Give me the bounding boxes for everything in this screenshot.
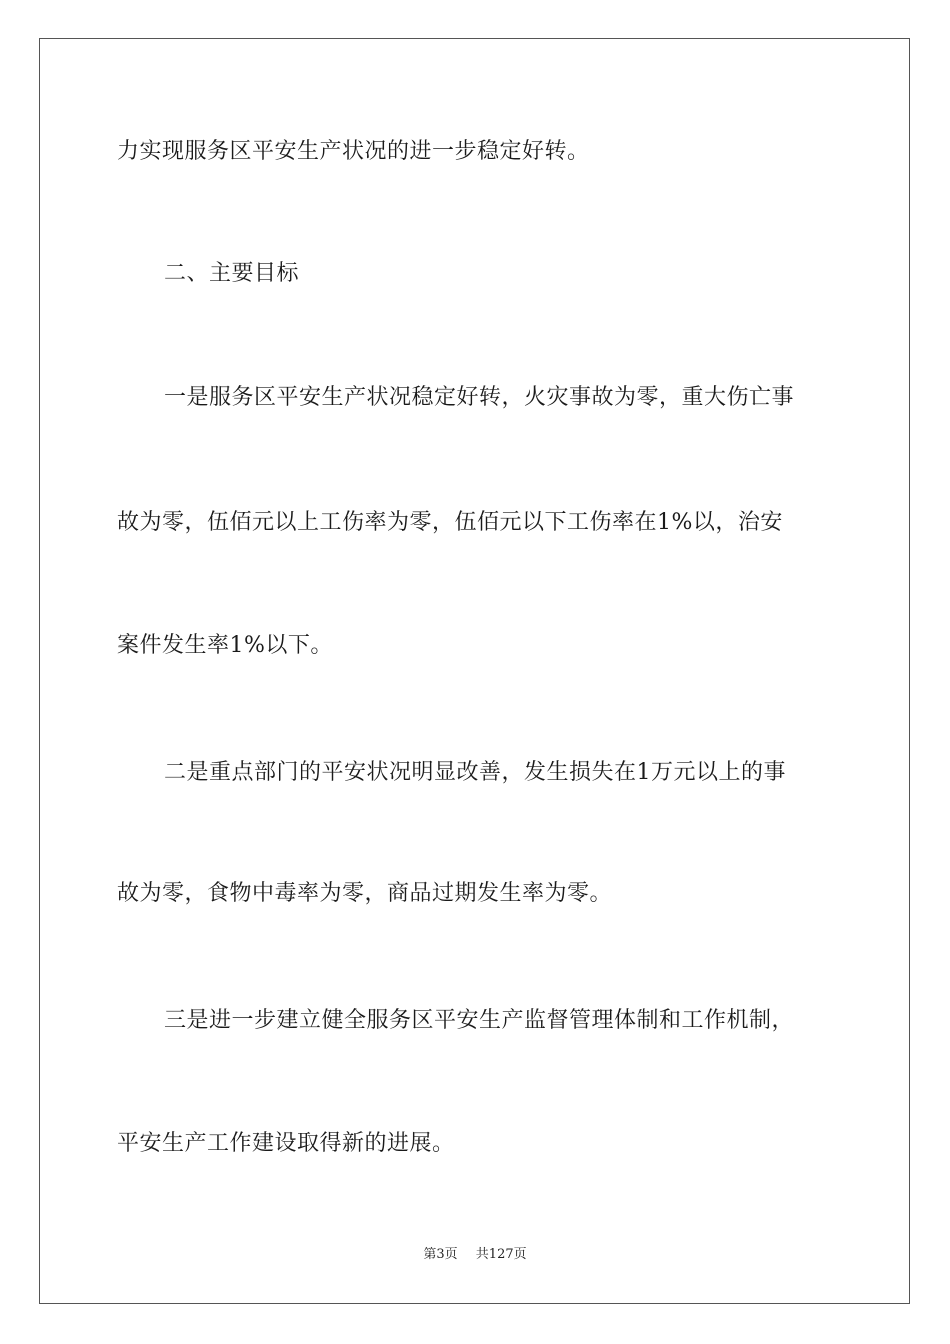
- paragraph-line-1: 力实现服务区平安生产状况的进一步稳定好转。: [117, 139, 590, 164]
- paragraph-line-9: 平安生产工作建设取得新的进展。: [117, 1131, 455, 1156]
- section-heading: 二、主要目标: [164, 261, 300, 286]
- paragraph-line-5: 案件发生率1%以下。: [117, 633, 333, 658]
- paragraph-line-4: 故为零，伍佰元以上工伤率为零，伍佰元以下工伤率在1%以，治安: [117, 510, 783, 535]
- page-border: [39, 38, 910, 1304]
- page-number: 第3页: [423, 1247, 458, 1262]
- paragraph-line-8: 三是进一步建立健全服务区平安生产监督管理体制和工作机制，: [164, 1008, 795, 1033]
- page-footer: [0, 1246, 950, 1264]
- total-pages: 共127页: [475, 1247, 527, 1262]
- paragraph-line-6: 二是重点部门的平安状况明显改善，发生损失在1万元以上的事: [164, 760, 786, 785]
- paragraph-line-7: 故为零，食物中毒率为零，商品过期发生率为零。: [117, 881, 613, 906]
- paragraph-line-3: 一是服务区平安生产状况稳定好转，火灾事故为零，重大伤亡事: [164, 385, 795, 410]
